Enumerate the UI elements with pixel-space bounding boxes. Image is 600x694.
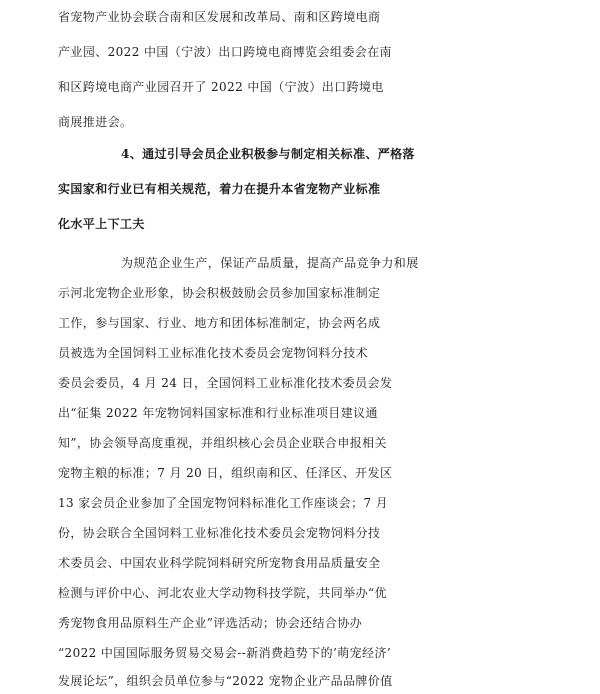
body-line-11: 术委员会、中国农业科学院饲料研究所宠物食用品质量安全 (58, 556, 381, 570)
intro-line-2: 产业园、2022 中国（宁波）出口跨境电商博览会组委会在南 (58, 45, 392, 59)
body-line-4: 员被选为全国饲料工业标准化技术委员会宠物饲料分技术 (58, 346, 369, 360)
section-heading-line-1: 4、通过引导会员企业积极参与制定相关标准、严格落 (121, 147, 415, 161)
section-heading-line-3: 化水平上下工夫 (58, 217, 145, 231)
body-line-7: 知”，协会领导高度重视，并组织核心会员企业联合申报相关 (58, 436, 387, 450)
intro-line-3: 和区跨境电商产业园召开了 2022 中国（宁波）出口跨境电 (58, 80, 384, 94)
body-line-8: 宠物主粮的标准；7 月 20 日，组织南和区、任泽区、开发区 (58, 466, 393, 480)
body-line-1: 为规范企业生产，保证产品质量，提高产品竞争力和展 (121, 256, 419, 270)
intro-line-1: 省宠物产业协会联合南和区发展和改革局、南和区跨境电商 (58, 10, 381, 24)
body-line-14: “2022 中国国际服务贸易交易会--新消费趋势下的’萌宠经济’ (58, 646, 392, 660)
body-line-3: 工作，参与国家、行业、地方和团体标准制定，协会两名成 (58, 316, 381, 330)
section-heading-line-2: 实国家和行业已有相关规范，着力在提升本省宠物产业标准 (58, 182, 381, 196)
body-line-2: 示河北宠物企业形象，协会积极鼓励会员参加国家标准制定 (58, 286, 381, 300)
body-line-12: 检测与评价中心、河北农业大学动物科技学院，共同举办“优 (58, 586, 387, 600)
body-line-6: 出“征集 2022 年宠物饲料国家标准和行业标准项目建议通 (58, 406, 378, 420)
body-line-9: 13 家会员企业参加了全国宠物饲料标准化工作座谈会；7 月 (58, 496, 389, 510)
body-line-13: 秀宠物食用品原料生产企业”评选活动；协会还结合协办 (58, 616, 363, 630)
intro-line-4: 商展推进会。 (58, 115, 133, 129)
body-line-10: 份，协会联合全国饲料工业标准化技术委员会宠物饲料分技 (58, 526, 381, 540)
body-line-5: 委员会委员，4 月 24 日，全国饲料工业标准化技术委员会发 (58, 376, 393, 390)
body-line-15: 发展论坛”，组织会员单位参与“2022 宠物企业产品品牌价值 (58, 674, 393, 688)
